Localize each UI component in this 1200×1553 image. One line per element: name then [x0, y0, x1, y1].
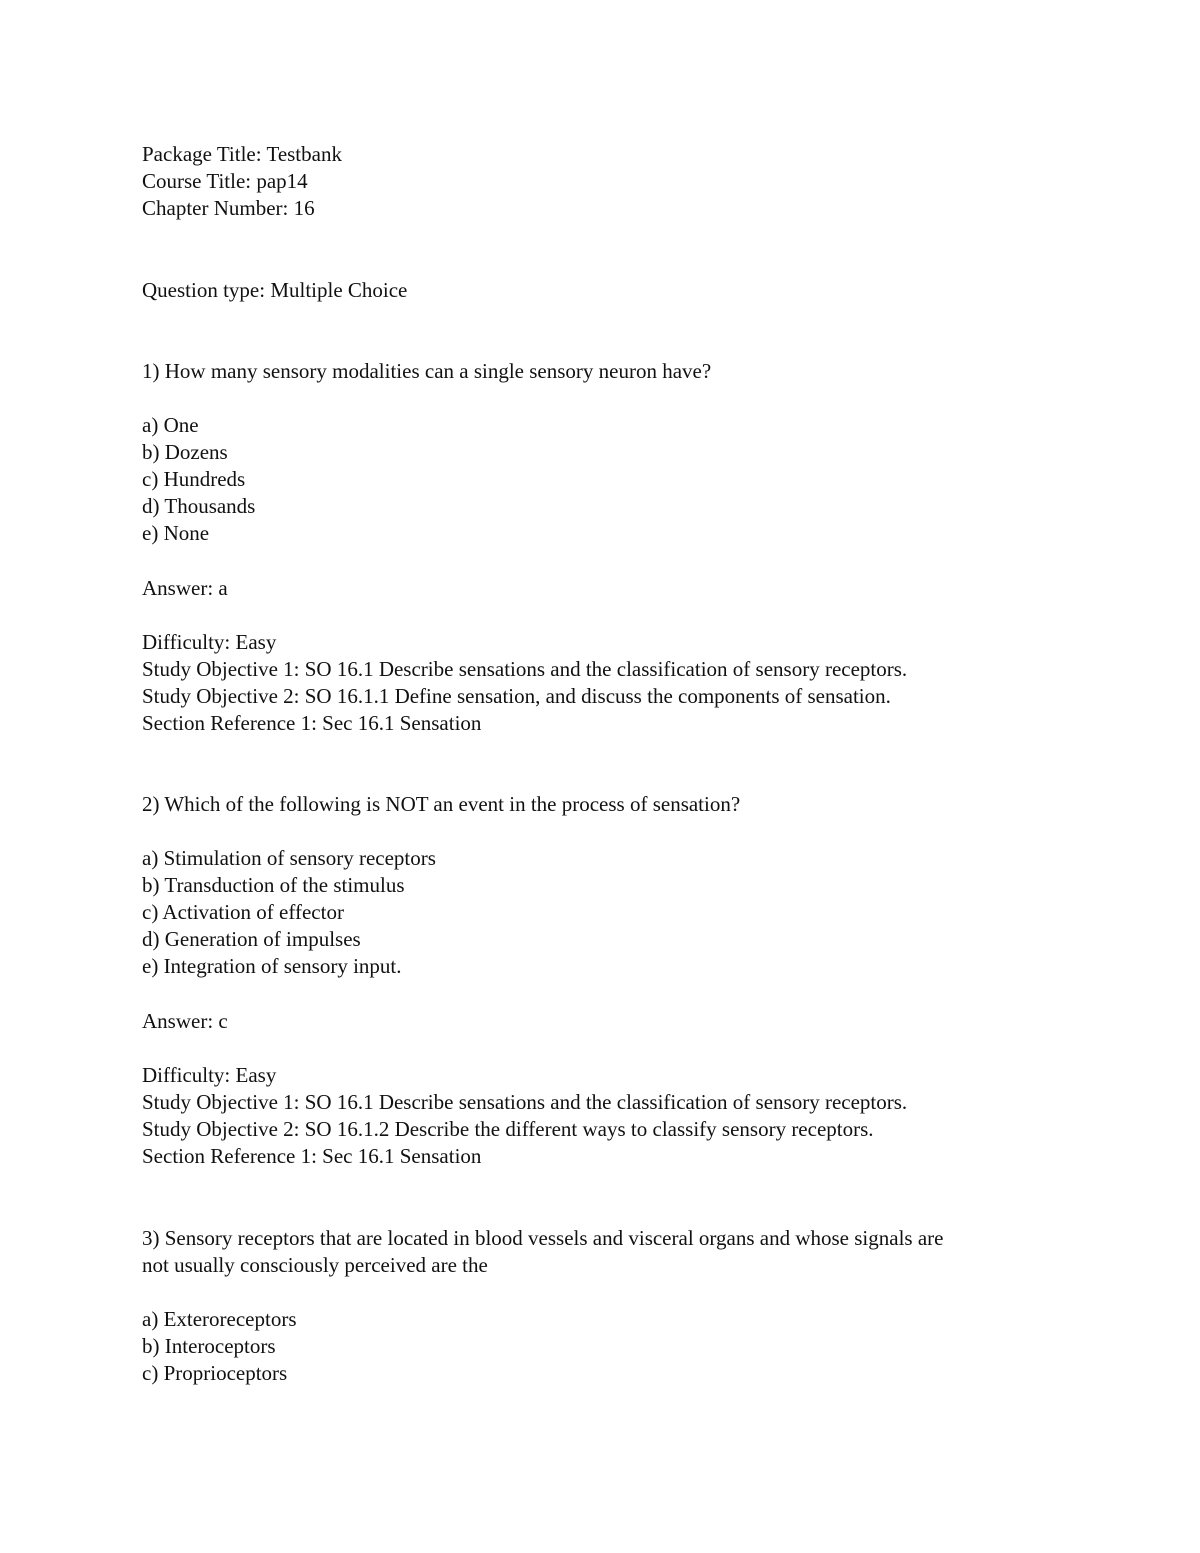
question-3-stem-line-2: not usually consciously perceived are the — [142, 1253, 488, 1277]
question-2-study-objective-1: Study Objective 1: SO 16.1 Describe sensations and the classification of sensory receptors. — [142, 1090, 908, 1114]
package-title: Package Title: Testbank — [142, 142, 342, 166]
question-2-difficulty: Difficulty: Easy — [142, 1063, 277, 1087]
question-2-study-objective-2: Study Objective 2: SO 16.1.2 Describe the different ways to classify sensory receptors. — [142, 1117, 874, 1141]
question-3-option-a: a) Exteroreceptors — [142, 1307, 297, 1331]
question-2-option-a: a) Stimulation of sensory receptors — [142, 846, 436, 870]
question-2-section-reference: Section Reference 1: Sec 16.1 Sensation — [142, 1144, 482, 1168]
question-2-option-d: d) Generation of impulses — [142, 927, 361, 951]
question-3-stem-line-1: 3) Sensory receptors that are located in blood vessels and visceral organs and whose signals are — [142, 1226, 944, 1250]
question-1-option-a: a) One — [142, 413, 199, 437]
question-type: Question type: Multiple Choice — [142, 278, 408, 302]
course-title: Course Title: pap14 — [142, 169, 308, 193]
question-2-option-e: e) Integration of sensory input. — [142, 954, 402, 978]
question-2-option-b: b) Transduction of the stimulus — [142, 873, 405, 897]
question-1-stem: 1) How many sensory modalities can a single sensory neuron have? — [142, 359, 712, 383]
question-1-option-c: c) Hundreds — [142, 467, 246, 491]
question-1-difficulty: Difficulty: Easy — [142, 630, 277, 654]
question-2-option-c: c) Activation of effector — [142, 900, 344, 924]
question-1-option-d: d) Thousands — [142, 494, 256, 518]
chapter-number: Chapter Number: 16 — [142, 196, 315, 220]
question-1-option-b: b) Dozens — [142, 440, 228, 464]
question-1-study-objective-1: Study Objective 1: SO 16.1 Describe sensations and the classification of sensory receptors. — [142, 657, 908, 681]
question-2-answer: Answer: c — [142, 1009, 228, 1033]
question-2-stem: 2) Which of the following is NOT an event in the process of sensation? — [142, 792, 741, 816]
question-1-section-reference: Section Reference 1: Sec 16.1 Sensation — [142, 711, 482, 735]
question-1-study-objective-2: Study Objective 2: SO 16.1.1 Define sensation, and discuss the components of sensation. — [142, 684, 891, 708]
question-3-option-c: c) Proprioceptors — [142, 1361, 288, 1385]
question-3-option-b: b) Interoceptors — [142, 1334, 276, 1358]
question-1-option-e: e) None — [142, 521, 210, 545]
question-1-answer: Answer: a — [142, 576, 228, 600]
